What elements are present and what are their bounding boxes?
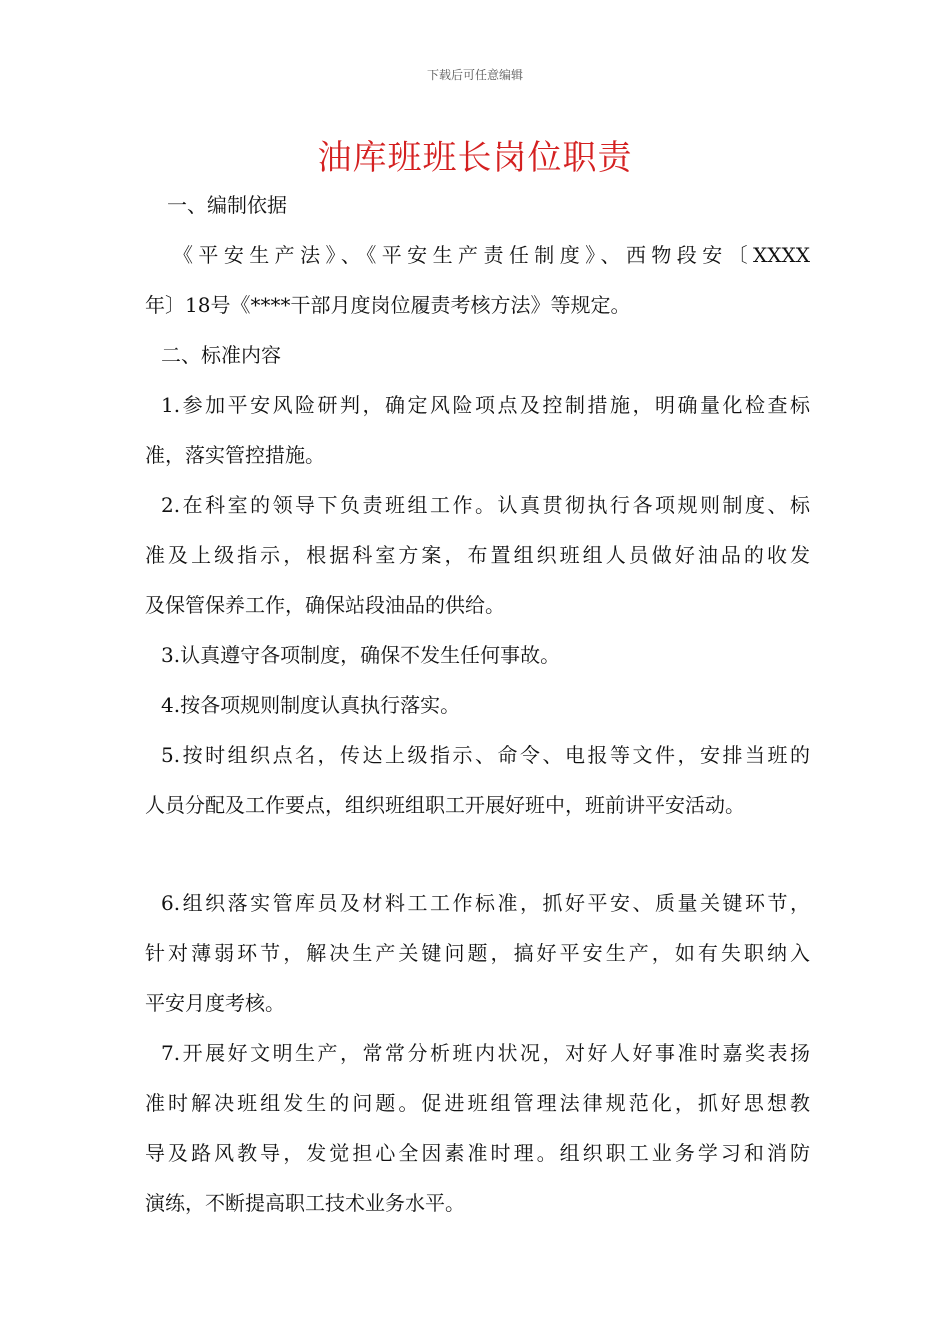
- item-6-line-1: 6.组织落实管库员及材料工工作标准，抓好平安、质量关键环节，: [161, 891, 810, 915]
- item-7-line-4: 演练，不断提高职工技术业务水平。: [145, 1191, 465, 1215]
- item-2-line-2: 准及上级指示，根据科室方案，布置组织班组人员做好油品的收发: [145, 543, 810, 567]
- item-7-line-2: 准时解决班组发生的问题。促进班组管理法律规范化，抓好思想教: [145, 1091, 810, 1115]
- section-heading-content: 二、标准内容: [161, 343, 281, 367]
- item-5-line-2: 人员分配及工作要点，组织班组职工开展好班中，班前讲平安活动。: [145, 793, 745, 817]
- item-2-line-3: 及保管保养工作，确保站段油品的供给。: [145, 593, 505, 617]
- item-1-line-1: 1.参加平安风险研判，确定风险项点及控制措施，明确量化检查标: [161, 393, 810, 417]
- item-7-line-3: 导及路风教导，发觉担心全因素准时理。组织职工业务学习和消防: [145, 1141, 810, 1165]
- item-5-line-1: 5.按时组织点名，传达上级指示、命令、电报等文件，安排当班的: [161, 743, 810, 767]
- item-2-line-1: 2.在科室的领导下负责班组工作。认真贯彻执行各项规则制度、标: [161, 493, 810, 517]
- header-note: 下载后可任意编辑: [426, 68, 523, 82]
- document-body: [145, 180, 810, 1228]
- item-6-line-3: 平安月度考核。: [145, 991, 285, 1015]
- page-title: 油库班班长岗位职责: [317, 138, 633, 178]
- basis-line-2: 年〕18号《****干部月度岗位履责考核方法》等规定。: [145, 293, 631, 317]
- paragraph-gap: [145, 830, 810, 878]
- item-1-line-2: 准，落实管控措施。: [145, 443, 325, 467]
- item-6-line-2: 针对薄弱环节，解决生产关键问题，搞好平安生产，如有失职纳入: [145, 941, 810, 965]
- item-3-line-1: 3.认真遵守各项制度，确保不发生任何事故。: [161, 643, 561, 667]
- section-heading-basis: 一、编制依据: [167, 193, 287, 217]
- basis-line-1: 《平安生产法》、《平安生产责任制度》、西物段安〔XXXX: [173, 243, 810, 267]
- item-7-line-1: 7.开展好文明生产，常常分析班内状况，对好人好事准时嘉奖表扬: [161, 1041, 810, 1065]
- item-4-line-1: 4.按各项规则制度认真执行落实。: [161, 693, 461, 717]
